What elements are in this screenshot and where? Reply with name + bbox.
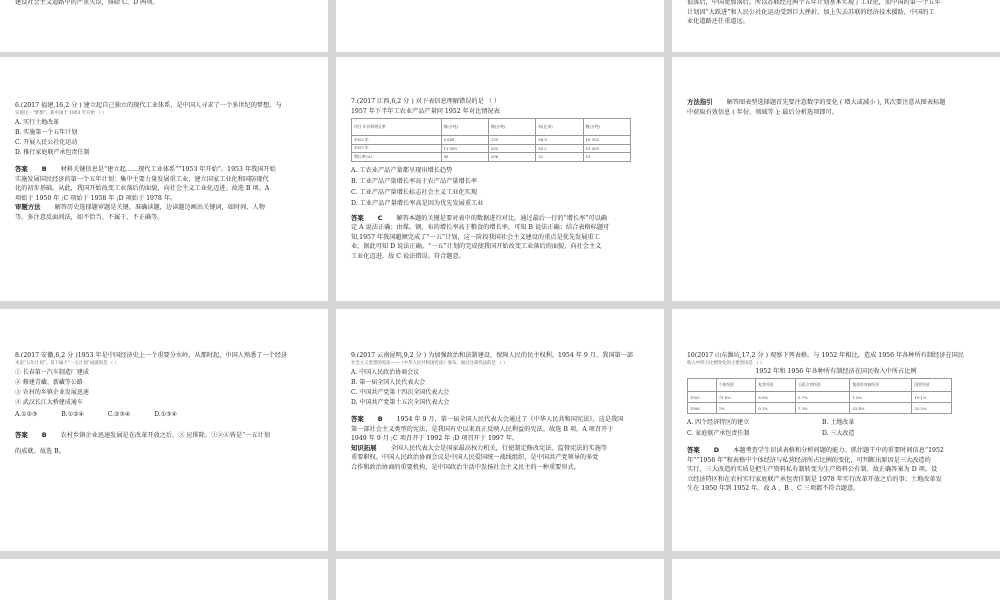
choice-b: B.①②④ (61, 411, 84, 418)
option-b: B. 实施第一个五年计划 (15, 129, 78, 136)
explanation-line: 实行。三大改造的实质是把生产资料私有制转变为生产资料公有制。故正确答案为 D 项。设 (687, 466, 938, 473)
table-header: 国营经济 (912, 379, 952, 392)
answer-text: 本题考查学生识读表格和分析问题的能力。抓住题干中的重要时间信息“1952 (733, 447, 944, 454)
table-row (352, 136, 631, 145)
option-d: D. 推行家庭联产承包责任制 (15, 149, 90, 156)
panel-bottom-left (0, 559, 328, 600)
text-line: 计划因“大跃进”和人民公社化运动受到巨大挫折，加上失去苏联的经济技术援助，中国的工 (687, 8, 935, 16)
question-stem: 7.(2017 江西,6,2 分 ) 对下表信息理解错误的是 （ ） (351, 98, 501, 105)
option-d: D. 中国共产党第十五次全国代表大会 (351, 399, 450, 406)
choice-c: C.②③④ (107, 411, 131, 418)
panel-question-9 (336, 309, 664, 551)
panel-top-middle (336, 0, 664, 52)
table-cell: 6 649 (441, 136, 488, 145)
explanation-line: 1949 年 9 月 ;C 项召开于 1992 年 ;D 项召开于 1997 年。 (351, 435, 519, 442)
option-b: B. 第一届全国人民代表大会 (351, 379, 426, 386)
knowledge-text: 重要职权。中国人民政治协商会议是中国人民爱国统一战线组织，是中国共产党领导的多党 (351, 454, 599, 461)
answer-text: 材料关键信息是“建立起……现代工业体系”“1953 年开始”。1953 年我国开始 (60, 166, 276, 173)
table-header: 集体所有制经济 (850, 379, 912, 392)
table-cell: 16 392 (583, 136, 630, 145)
question-stem: 9.(2017 云南昆明,9,2 分 ) 为加强政治和法制建设，保障人民的民主权利，1954 年 9 月，我国第一部 (351, 352, 634, 359)
explanation-line: 第一部社会主义类型的宪法，是我国有史以来真正反映人民利益的宪法。故选 B 项。A 项召开于 (351, 425, 614, 433)
list-item: ② 修建青藏、新藏等公路 (15, 379, 83, 386)
option-c: C. 开展人民公社化运动 (15, 139, 78, 146)
table-title: 1957 年下半年工农业产品产量同 1952 年对比情况表 (351, 107, 500, 115)
table-cell: 50.5 (536, 144, 583, 153)
data-table (687, 378, 952, 414)
answer-label: 答案 (351, 415, 364, 423)
table-cell: 1952 年 (352, 136, 442, 145)
table-header: 钢(万吨) (488, 119, 535, 136)
option-d: D. 三大改造 (822, 430, 855, 437)
panel-question-10 (672, 309, 1000, 551)
explanation-line: 项始于 1950 年 ;C 项始于 1958 年 ;D 项始于 1978 年。 (15, 194, 177, 202)
option-a: A. 工农业产品产量都呈现出增长趋势 (351, 166, 453, 174)
text-line: 建设社会主义道路中的严重失误，排除 C、D 两项。 (15, 0, 159, 6)
table-cell: 296 (488, 153, 535, 162)
panel-bottom-middle (336, 559, 664, 600)
table-cell: 19 505 (583, 144, 630, 153)
table-cell: 0.1% (756, 403, 796, 414)
option-b: B. 土地改革 (822, 419, 855, 426)
table-cell: 32 (536, 153, 583, 162)
table-header: 个体经济 (716, 379, 756, 392)
table-cell: 7.3% (795, 403, 849, 414)
explanation-line: 立经济特区和在农村实行家庭联产承包责任制是 1978 年实行改革开放之后的事；土地改革发 (687, 475, 942, 483)
explanation-line: 知,1957 年我国超额完成了“一五”计划，这一阶段我国社会主义建设的重点是优先发展重工 (351, 233, 600, 241)
table-header-row (352, 119, 631, 136)
option-c: C. 家庭联产承包责任制 (687, 430, 750, 437)
answer-label: 答案 (351, 213, 364, 222)
explanation-line: 年”“1956 年”和表格中个体经济与私营经济所占比例的变化，可判断出原因是三大改造的 (687, 456, 931, 464)
answer-value: B (377, 415, 383, 423)
method-label: 方法指引 (687, 98, 713, 106)
answer-value: B (41, 165, 47, 173)
option-a: A. 中国人民政治协商会议 (351, 369, 420, 376)
table-cell: 96 (441, 153, 488, 162)
option-a: A. 实行土地改革 (15, 119, 60, 126)
table-cell: 0.7% (795, 392, 849, 403)
table-cell: 1952 (688, 392, 717, 403)
question-stem: 6.(2017 福建,16,2 分 ) 建立起自己独立的现代工业体系，是中国人寻求了一个多世纪的梦想。与 (15, 102, 282, 109)
text-line: 业化道路还任重道远。 (687, 18, 749, 25)
answer-value: D (713, 446, 720, 454)
answer-text: 解答本题的关键是要对表中的数据进行对比。通过最后一行的“增长率”可以确 (396, 214, 607, 222)
explanation-line: 工业化迈进，故 C 说法错误。符合题意。 (351, 252, 465, 260)
question-sub: 实现这一“梦想”，新中国于 1953 年开始 （ ） (15, 110, 107, 116)
question-sub: 收入中所占比例变化的主要原因是 （ ） (687, 360, 765, 366)
table-row (688, 392, 952, 403)
method-text: 等。多注意反面问法，如不恰当、不属于、不正确等。 (15, 213, 164, 221)
table-cell: 71.8% (716, 392, 756, 403)
table-title: 1952 年和 1956 年各种所有制经济在国民收入中所占比例 (755, 368, 917, 375)
table-row (352, 153, 631, 162)
method-text: 解答图表型选择题首先要注意数字的变化 ( 增大或减小 ), 其次要注意从图表标题 (726, 99, 946, 106)
option-c: C. 中国共产党第十四次全国代表大会 (351, 389, 450, 396)
table-cell: 1.5% (850, 392, 912, 403)
table-cell: 135 (488, 136, 535, 145)
knowledge-text: 合作和政治协商的重要机构，是中国政治生活中发扬社会主义民主的一种重要形式。 (351, 463, 580, 471)
table-cell: 增长率(%) (352, 153, 442, 162)
table-header (688, 379, 717, 392)
option-c: C. 工业产品产量增长标志社会主义工业化实现 (351, 188, 478, 196)
panel-method-tip (672, 57, 1000, 301)
table-cell: 6.9% (756, 392, 796, 403)
data-table (351, 118, 631, 162)
table-cell: 32.2% (912, 403, 952, 414)
question-sub: 社会主义类型的宪法——《中华人民共和国宪法》颁布。通过这部宪法的是 （ ） (351, 360, 508, 366)
answer-text: 农村乡镇企业迅速发展是在改革开放之后，③ 应排除。①②④皆是“一五计划 (60, 432, 270, 439)
table-header: 粮(万吨) (583, 119, 630, 136)
table-header-row (688, 379, 952, 392)
answer-value: C (377, 213, 383, 222)
text-line: 很落后，中国更加落后。所以苏联经过两个五年计划基本实现了工业化，而中国的第一个五年 (687, 0, 941, 6)
explanation-line: 业，据此可知 D 说法正确。“一五”计划的完成使我国开始改变工业落后的面貌，向社会主义 (351, 243, 602, 250)
table-cell: 19 (583, 153, 630, 162)
method-text: 解答历史选择题审题是关键。准确读题，边读题边画出关键词，如时间、人物 (54, 204, 265, 211)
method-label: 审题方法 (15, 203, 41, 211)
panel-question-8 (0, 309, 328, 551)
panel-question-6 (0, 57, 328, 301)
knowledge-text: 全国人民代表大会是国家最高权力机关，行使制定修改宪法、监督宪法的实施等 (390, 444, 608, 452)
table-cell: 535 (488, 144, 535, 153)
table-cell: 1956 (688, 403, 717, 414)
method-text: 中获取有效信息 ( 年份、领域等 ); 最后分析选项即可。 (687, 108, 838, 116)
answer-label: 答案 (687, 446, 700, 454)
table-header: 布(亿米) (536, 119, 583, 136)
panel-bottom-right (672, 559, 1000, 600)
table-cell: 7% (716, 403, 756, 414)
explanation-line: 生在 1950 年到 1952 年。故 A 、B 、C 三项都不符合题意。 (687, 485, 860, 492)
table-cell: 19.1% (912, 392, 952, 403)
panel-top-left (0, 0, 328, 52)
list-item: ③ 农村的乡镇企业发展迅速 (15, 389, 89, 396)
table-cell: 38.3 (536, 136, 583, 145)
table-row (352, 144, 631, 153)
panel-question-7 (336, 57, 664, 301)
table-header: 钢(万吨) (441, 119, 488, 136)
answer-label: 答案 (15, 431, 28, 439)
table-row (688, 403, 952, 414)
answer-value: B (41, 431, 47, 439)
table-header: 私营经济 (756, 379, 796, 392)
panel-top-right (672, 0, 1000, 52)
table-cell: 13 000 (441, 144, 488, 153)
explanation-line: 实施发展国民经济的第一个五年计划：集中主要力量发展重工业，建立国家工业化和国防现代 (15, 175, 269, 183)
option-d: D. 工业产品产量增长率高是因为优先发展重工业 (351, 199, 484, 207)
choice-d: D.①③④ (154, 411, 177, 418)
explanation-line: 化的初步基础。从此，我国开始改变工业落后的面貌，向社会主义工业化迈进。故选 B 项。A (15, 185, 270, 192)
choice-a: A.①②③ (15, 411, 38, 418)
question-sub: 术语“五年计划”。以下属于“一五计划”成就的是 （ ） (15, 360, 119, 366)
table-header: 项目 年份和增长率 (352, 119, 442, 136)
table-cell: 53.4% (850, 403, 912, 414)
knowledge-label: 知识拓展 (351, 443, 377, 452)
question-stem: 8.(2017 安徽,6,2 分 )1953 年是中国经济史上一个重要分水岭，从那时起，中国人熟悉了一个经济 (15, 352, 288, 359)
explanation-line: 的成就。故选 B。 (15, 447, 65, 455)
option-b: B. 工业产品产量增长率高于农产品产量增长率 (351, 177, 478, 185)
list-item: ④ 武汉长江大桥建成通车 (15, 399, 83, 406)
explanation-line: 定 A 说法正确；由煤、钢、布的增长率高于粮食的增长率，可知 B 说法正确；结合表格标题可 (351, 224, 610, 231)
answer-label: 答案 (15, 165, 28, 173)
table-cell: 1957 年 (352, 144, 442, 153)
answer-text: 1954 年 9 月，第一届全国人民代表大会通过了《中华人民共和国宪法》，这是我国 (396, 416, 624, 423)
table-header: 公私合营经济 (795, 379, 849, 392)
question-stem: 10(2017 山东潍坊,17,2 分 ) 观察下列表格。与 1952 年相比，造成 1956 年各种所有制经济在国民 (687, 352, 965, 359)
list-item: ① 长春第一汽车制造厂建成 (15, 369, 89, 376)
option-a: A. 四个经济特区的建立 (687, 419, 750, 426)
